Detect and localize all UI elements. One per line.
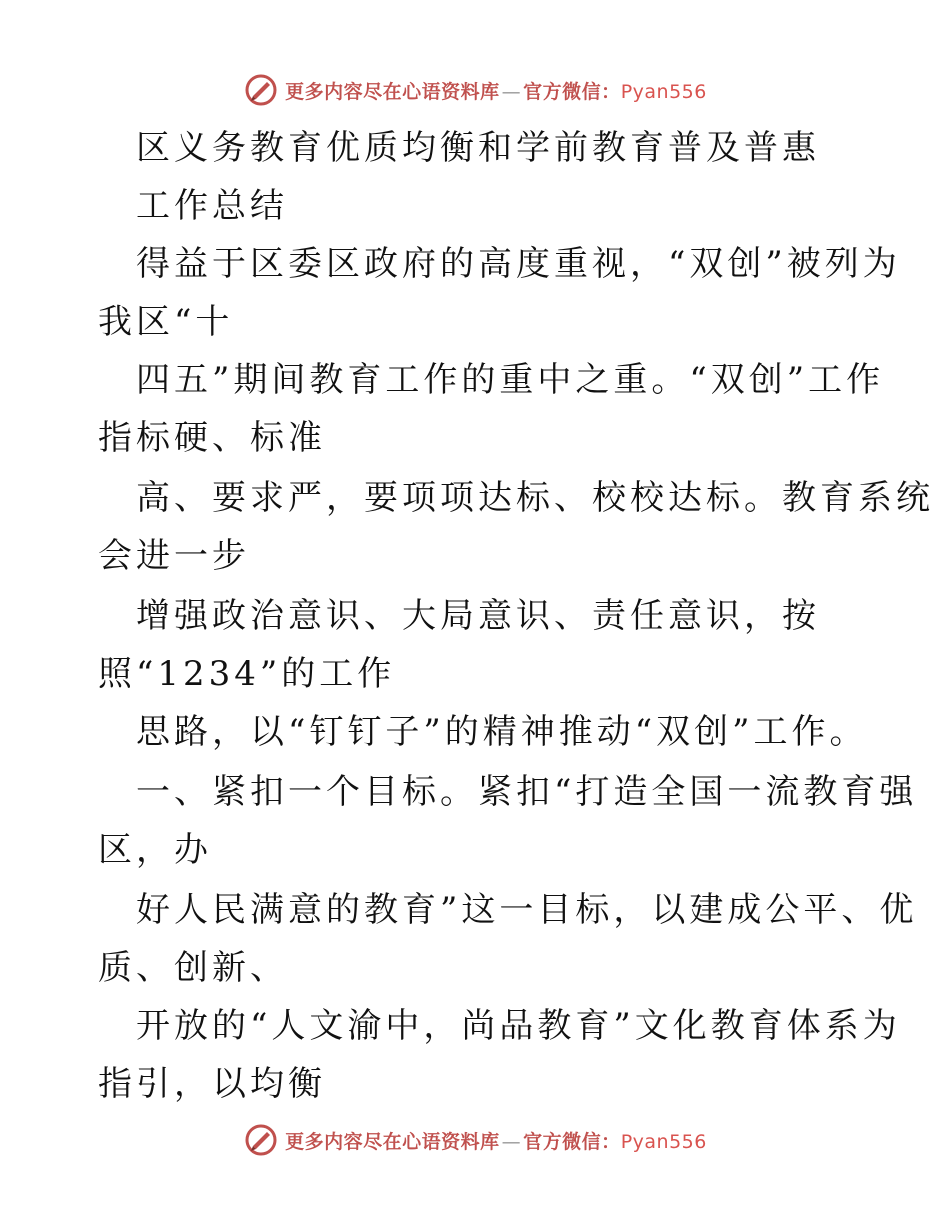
banner-text: 更多内容尽在心语资料库 — 官方微信：Pyan556	[285, 80, 707, 103]
text-line: 思路，以“钉钉子”的精神推动“双创”工作。	[136, 712, 868, 752]
text-line: 区义务教育优质均衡和学前教育普及普惠	[136, 128, 820, 168]
text-line: 会进一步	[98, 536, 250, 576]
text-line: 好人民满意的教育”这一目标，以建成公平、优	[136, 890, 918, 930]
footer-watermark-banner	[0, 1120, 950, 1160]
text-line: 区，办	[98, 830, 212, 870]
banner-text: 更多内容尽在心语资料库 — 官方微信：Pyan556	[285, 1130, 707, 1153]
text-line: 得益于区委区政府的高度重视，“双创”被列为	[136, 244, 901, 284]
text-line: 我区“十	[98, 302, 234, 342]
pen-logo-icon	[243, 1122, 279, 1158]
text-line: 质、创新、	[98, 948, 288, 988]
text-line: 高、要求严，要项项达标、校校达标。教育系统	[136, 478, 934, 518]
text-line: 四五”期间教育工作的重中之重。“双创”工作	[136, 360, 885, 400]
text-line: 指标硬、标准	[98, 418, 326, 458]
text-line: 开放的“人文渝中，尚品教育”文化教育体系为	[136, 1006, 901, 1046]
text-line: 指引，以均衡	[98, 1064, 326, 1104]
text-line: 照“1234”的工作	[98, 654, 396, 694]
text-line: 工作总结	[136, 186, 288, 226]
text-line: 一、紧扣一个目标。紧扣“打造全国一流教育强	[136, 772, 918, 812]
text-line: 增强政治意识、大局意识、责任意识，按	[136, 596, 820, 636]
